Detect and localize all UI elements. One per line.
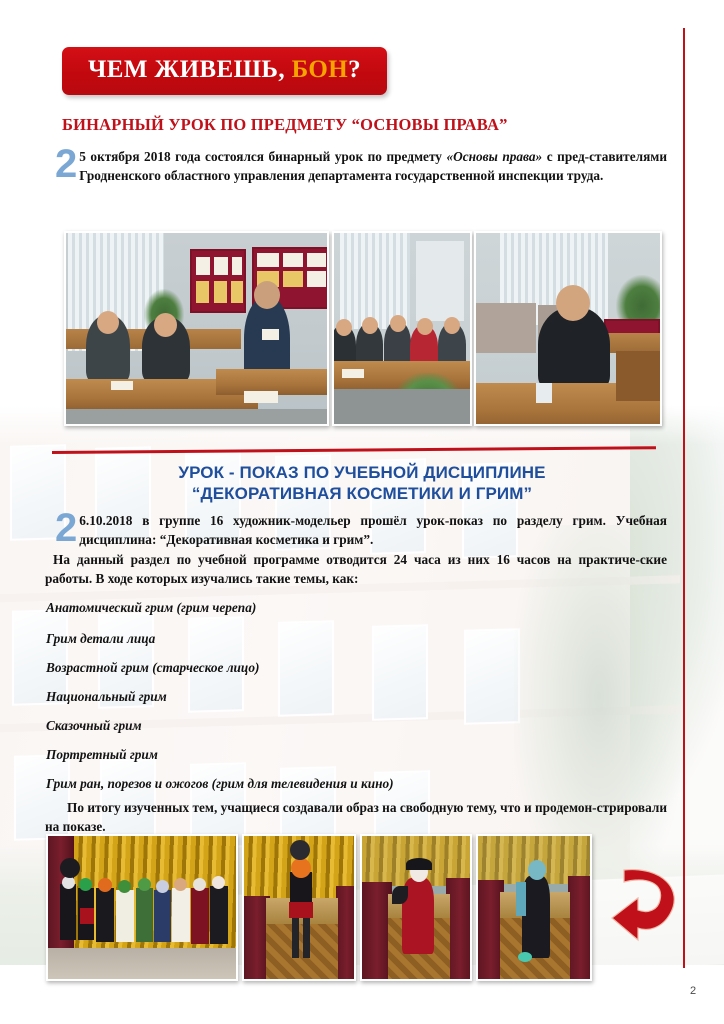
name-badge	[262, 329, 279, 340]
board-card	[307, 271, 326, 287]
board-card	[232, 257, 242, 275]
photo-content	[48, 836, 236, 979]
section1-body-a: 5 октября 2018 года состоялся бинарный урок по предмету	[79, 149, 447, 164]
figure	[136, 888, 153, 942]
person-head	[362, 317, 378, 334]
figure-head	[118, 880, 131, 893]
photo-speaker-panel	[474, 231, 662, 426]
window	[464, 628, 520, 725]
figure-head	[156, 880, 169, 893]
figure-head	[98, 878, 112, 892]
stage-floor	[48, 948, 238, 981]
person-head	[254, 281, 280, 309]
topic-item-5: Сказочный грим	[46, 718, 142, 733]
person-head	[556, 285, 590, 321]
topic-item-7: Грим ран, порезов и ожогов (грим для телевидения и кино)	[46, 776, 394, 791]
board-card	[231, 281, 243, 303]
wall-poster	[416, 241, 464, 321]
figure-head	[174, 878, 187, 891]
paper	[244, 391, 278, 403]
model-head-orange-wig	[291, 858, 311, 878]
figure-head	[193, 878, 206, 891]
topic-item-3: Возрастной грим (старческое лицо)	[46, 660, 260, 675]
model-shoe	[518, 952, 532, 962]
section1-body-b: с пред-ставителями Гродненского областного управления департамента государственной инспекции труда.	[79, 149, 667, 183]
chair-back	[476, 303, 536, 353]
topic-item-4: Национальный грим	[46, 689, 167, 704]
board-card	[214, 257, 228, 275]
figure	[60, 884, 76, 940]
section2-paragraph-1	[55, 506, 667, 550]
person-head	[444, 317, 460, 334]
model-arm	[516, 882, 526, 916]
figure	[191, 888, 209, 944]
board-card	[283, 253, 303, 267]
section1-paragraph	[55, 142, 667, 186]
figure	[172, 888, 190, 942]
balloon	[290, 840, 310, 860]
window	[278, 620, 334, 717]
section2-heading-line1: УРОК - ПОКАЗ ПО УЧЕБНОЙ ДИСЦИПЛИНЕ	[178, 463, 546, 482]
photo-content	[66, 233, 327, 424]
window	[372, 624, 428, 721]
photo-content	[334, 233, 470, 424]
photo-content	[362, 836, 470, 979]
board-card	[307, 253, 326, 267]
page-number: 2	[690, 985, 697, 997]
section2-dropcap: 2	[55, 506, 78, 550]
badge-text-main: ЧЕМ ЖИВЕШЬ,	[88, 56, 286, 83]
photo-model-red-panel	[360, 834, 472, 981]
photo-students-panel	[332, 231, 472, 426]
figure	[210, 886, 228, 944]
board-card	[196, 257, 210, 275]
balloon	[60, 858, 80, 878]
floor	[334, 389, 472, 426]
person-head	[390, 315, 406, 332]
model-skirt	[289, 902, 313, 918]
paper	[342, 369, 364, 378]
topic-item-1: Анатомический грим (грим черепа)	[46, 600, 257, 615]
board-card	[196, 281, 209, 303]
model-black-dress	[522, 876, 550, 958]
photo-content	[478, 836, 590, 979]
figure-head	[212, 876, 225, 889]
board-card	[283, 271, 303, 287]
badge-text-question: ?	[348, 56, 362, 83]
photo-model-orange-panel	[242, 834, 356, 981]
badge-text-accent: БОН	[285, 56, 349, 83]
floor	[66, 409, 329, 426]
model-leg	[303, 918, 310, 958]
person-head	[97, 311, 119, 334]
stage-curtain-right	[568, 876, 592, 981]
photo-content	[244, 836, 354, 979]
topic-item-2: Грим детали лица	[46, 631, 156, 646]
person-head	[154, 313, 177, 337]
stage-curtain-right	[336, 886, 356, 981]
person-head	[336, 319, 352, 336]
curved-arrow-icon	[610, 862, 690, 952]
section1-dropcap: 2	[55, 142, 78, 186]
photo-model-blue-panel	[476, 834, 592, 981]
photo-classroom-panel	[64, 231, 329, 426]
section2-paragraph-2: На данный раздел по учебной программе отводится 24 часа из них 16 часов на практиче-ские работы. В ходе которых изучались такие темы, как:	[45, 552, 667, 586]
section2-para1-text: 6.10.2018 в группе 16 художник-модельер прошёл урок-показ по разделу грим. Учебная дисциплина: “Декоративная косметика и грим”.	[79, 513, 667, 547]
figure-skirt	[80, 908, 94, 924]
header-badge-wrap	[62, 47, 387, 95]
figure-head	[138, 878, 151, 891]
board-card	[257, 253, 279, 267]
photo-content	[476, 233, 660, 424]
paper	[111, 381, 133, 390]
section1-heading: БИНАРНЫЙ УРОК ПО ПРЕДМЕТУ “ОСНОВЫ ПРАВА”	[62, 115, 508, 134]
figure-head	[79, 878, 92, 891]
person-head	[417, 318, 433, 335]
section1-body-italic: «Основы права»	[446, 149, 543, 164]
model-hair	[406, 858, 432, 870]
topic-item-6: Портретный грим	[46, 747, 158, 762]
board-card	[214, 281, 227, 303]
model-head-blue-makeup	[528, 860, 546, 880]
section2-heading-line2: “ДЕКОРАТИВНАЯ КОСМЕТИКИ И ГРИМ”	[191, 484, 533, 503]
fan-prop	[392, 886, 408, 904]
section2-paragraph-3: По итогу изученных тем, учащиеся создавали образ на свободную тему, что и продемон-стрировали на показе.	[45, 800, 667, 834]
figure	[96, 888, 114, 942]
figure	[116, 890, 134, 942]
photo-group-panel	[46, 834, 238, 981]
cup	[536, 383, 552, 403]
parquet-floor	[266, 924, 338, 981]
chair	[616, 351, 660, 401]
figure	[154, 890, 171, 942]
header-badge	[62, 47, 387, 95]
model-leg	[292, 918, 299, 958]
